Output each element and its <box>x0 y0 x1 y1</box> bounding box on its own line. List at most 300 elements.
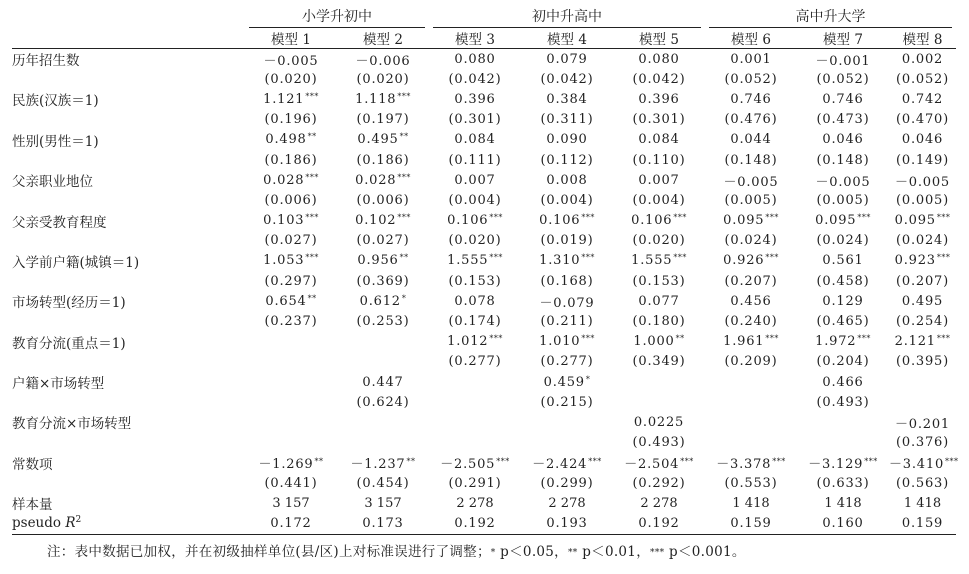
coefficient-value: －0.001 <box>815 53 871 69</box>
row-label: 父亲职业地位 <box>12 174 93 191</box>
coefficient-value: 1.121 <box>263 91 305 107</box>
coefficient-row <box>12 372 956 392</box>
standard-error-cell: (0.174) <box>448 314 502 330</box>
row-label: 常数项 <box>12 456 53 473</box>
standard-error-cell: (0.458) <box>816 273 870 289</box>
standard-error-cell: (0.470) <box>896 112 949 128</box>
coefficient-cell <box>889 89 956 109</box>
coefficient-cell <box>337 130 429 150</box>
coefficient-value: 1.961 <box>723 334 765 350</box>
standard-error-cell: (0.052) <box>816 71 870 87</box>
standard-error-cell: (0.006) <box>264 192 318 208</box>
row-label-blank <box>12 110 245 130</box>
significance-stars: *** <box>772 457 786 467</box>
model-header: 模型 2 <box>337 28 429 49</box>
coefficient-cell <box>521 130 613 150</box>
coefficient-cell <box>797 89 889 109</box>
standard-error-cell: (0.215) <box>540 394 594 410</box>
coefficient-value: 0.459 <box>543 374 585 390</box>
coefficient-value: 0.384 <box>546 91 588 107</box>
standard-error-cell: (0.052) <box>896 71 949 87</box>
coefficient-value: 0.923 <box>894 253 936 269</box>
coefficient-cell <box>613 251 705 271</box>
coefficient-value: －0.005 <box>263 53 319 69</box>
standard-error-cell: (0.292) <box>632 475 686 491</box>
significance-stars: *** <box>305 172 319 182</box>
model-header: 模型 4 <box>521 28 613 49</box>
standard-error-cell: (0.004) <box>540 192 594 208</box>
coefficient-value: 0.080 <box>454 51 496 67</box>
coefficient-value: 0.746 <box>730 91 772 107</box>
coefficient-cell <box>245 211 337 231</box>
standard-error-cell: (0.019) <box>540 233 594 249</box>
significance-stars: *** <box>945 457 959 467</box>
coefficient-value: －2.504 <box>624 457 680 473</box>
coefficient-cell <box>797 130 889 150</box>
standard-error-cell: (0.395) <box>896 354 949 370</box>
coefficient-cell <box>429 372 521 392</box>
standard-error-cell: (0.209) <box>724 354 778 370</box>
significance-stars: *** <box>397 91 411 101</box>
coefficient-row <box>12 170 956 190</box>
standard-error-cell: (0.240) <box>724 314 778 330</box>
coefficient-value: 0.077 <box>638 293 680 309</box>
standard-error-cell: (0.148) <box>816 152 870 168</box>
coefficient-row <box>12 453 956 473</box>
group-header-label: 小学升初中 <box>249 6 425 28</box>
significance-stars: ** <box>399 253 409 263</box>
significance-stars: *** <box>489 253 503 263</box>
group-header-label: 高中升大学 <box>709 6 952 28</box>
row-label: 市场转型(经历＝1) <box>12 295 126 312</box>
standard-error-row <box>12 150 956 170</box>
coefficient-cell <box>337 211 429 231</box>
coefficient-cell <box>889 251 956 271</box>
standard-error-cell: (0.237) <box>264 314 318 330</box>
coefficient-cell <box>245 291 337 311</box>
standard-error-row <box>12 190 956 210</box>
coefficient-cell <box>613 170 705 190</box>
standard-error-cell <box>337 352 429 372</box>
pseudo-r2-cell: 0.159 <box>705 513 797 534</box>
note-threshold: p＜0.001。 <box>664 544 746 560</box>
standard-error-row <box>12 271 956 291</box>
coefficient-cell <box>521 332 613 352</box>
coefficient-cell <box>245 170 337 190</box>
pseudo-r2-row <box>12 513 956 534</box>
coefficient-cell <box>429 332 521 352</box>
significance-stars: *** <box>489 334 503 344</box>
group-header-row <box>12 6 956 28</box>
coefficient-cell <box>429 170 521 190</box>
coefficient-value: 0.103 <box>263 213 305 229</box>
coefficient-value: 0.612 <box>359 293 401 309</box>
pseudo-r2-cell: 0.173 <box>337 513 429 534</box>
standard-error-cell: (0.052) <box>724 71 778 87</box>
coefficient-value: －0.005 <box>894 174 951 190</box>
row-label-blank <box>12 271 245 291</box>
row-label-blank <box>12 473 245 493</box>
significance-stars: *** <box>765 334 779 344</box>
standard-error-cell: (0.197) <box>356 112 410 128</box>
standard-error-cell: (0.301) <box>632 112 686 128</box>
coefficient-cell <box>797 332 889 352</box>
model-header: 模型 6 <box>705 28 797 49</box>
standard-error-cell: (0.020) <box>448 233 502 249</box>
coefficient-row <box>12 49 956 70</box>
significance-stars: *** <box>765 213 779 223</box>
row-label: 性别(男性＝1) <box>12 133 99 150</box>
standard-error-cell <box>797 433 889 453</box>
coefficient-value: 0.084 <box>638 132 680 148</box>
standard-error-cell: (0.291) <box>448 475 502 491</box>
coefficient-cell <box>521 49 613 70</box>
coefficient-cell <box>797 170 889 190</box>
standard-error-cell: (0.624) <box>356 394 410 410</box>
coefficient-value: 1.053 <box>263 253 305 269</box>
coefficient-cell <box>521 211 613 231</box>
significance-stars: *** <box>581 334 595 344</box>
standard-error-row <box>12 352 956 372</box>
coefficient-cell <box>797 251 889 271</box>
coefficient-value: 0.956 <box>357 253 399 269</box>
sample-size-cell: 2 278 <box>640 495 678 511</box>
coefficient-value: 0.090 <box>546 132 588 148</box>
coefficient-value: 0.008 <box>546 172 588 188</box>
coefficient-cell <box>245 251 337 271</box>
significance-stars: ** <box>399 132 409 142</box>
coefficient-cell <box>613 211 705 231</box>
coefficient-cell <box>245 412 337 432</box>
model-header: 模型 1 <box>245 28 337 49</box>
coefficient-value: 0.001 <box>730 51 772 67</box>
standard-error-cell: (0.207) <box>724 273 778 289</box>
significance-stars: *** <box>581 253 595 263</box>
group-header-blank <box>12 6 245 28</box>
pseudo-label-sup: 2 <box>75 515 82 526</box>
coefficient-value: 1.555 <box>447 253 489 269</box>
standard-error-cell: (0.277) <box>448 354 502 370</box>
significance-stars: *** <box>936 253 951 263</box>
standard-error-cell: (0.006) <box>356 192 410 208</box>
significance-stars: *** <box>936 334 951 344</box>
coefficient-row <box>12 251 956 271</box>
standard-error-cell: (0.005) <box>896 192 949 208</box>
coefficient-cell <box>797 49 889 70</box>
significance-stars: *** <box>588 457 602 467</box>
coefficient-value: 0.466 <box>822 374 864 390</box>
standard-error-row <box>12 473 956 493</box>
coefficient-value: －0.079 <box>539 295 595 311</box>
coefficient-cell <box>521 251 613 271</box>
note-prefix: 注：表中数据已加权，并在初级抽样单位(县/区)上对标准误进行了调整； <box>47 544 491 560</box>
coefficient-cell <box>337 453 429 473</box>
standard-error-cell: (0.441) <box>264 475 318 491</box>
standard-error-row <box>12 392 956 412</box>
standard-error-cell: (0.153) <box>448 273 502 289</box>
coefficient-value: 0.078 <box>454 293 496 309</box>
row-label <box>12 513 245 534</box>
note-threshold: p＜0.05， <box>495 544 568 560</box>
significance-stars: *** <box>581 213 595 223</box>
coefficient-value: －2.505 <box>440 457 496 473</box>
coefficient-cell <box>245 89 337 109</box>
significance-stars: *** <box>857 213 871 223</box>
row-label: 父亲受教育程度 <box>12 214 107 231</box>
standard-error-cell: (0.110) <box>632 152 686 168</box>
coefficient-cell <box>521 453 613 473</box>
coefficient-row <box>12 412 956 432</box>
coefficient-value: 0.396 <box>454 91 496 107</box>
coefficient-cell <box>521 412 613 432</box>
coefficient-cell <box>337 372 429 392</box>
coefficient-cell <box>705 170 797 190</box>
coefficient-value: 0.079 <box>546 51 588 67</box>
row-label-blank <box>12 69 245 89</box>
significance-stars: *** <box>397 172 411 182</box>
significance-stars: *** <box>936 213 951 223</box>
standard-error-cell: (0.027) <box>264 233 318 249</box>
row-label: 教育分流(重点＝1) <box>12 335 126 352</box>
coefficient-value: 0.106 <box>539 213 581 229</box>
standard-error-cell: (0.277) <box>540 354 594 370</box>
coefficient-cell <box>429 211 521 231</box>
coefficient-cell <box>337 332 429 352</box>
standard-error-cell: (0.020) <box>356 71 410 87</box>
row-label: 入学前户籍(城镇＝1) <box>12 254 140 271</box>
significance-stars: *** <box>673 213 687 223</box>
significance-stars: *** <box>673 253 687 263</box>
standard-error-cell <box>521 433 613 453</box>
standard-error-cell <box>889 392 956 412</box>
coefficient-value: 1.118 <box>355 91 397 107</box>
coefficient-cell <box>797 372 889 392</box>
coefficient-cell <box>613 372 705 392</box>
coefficient-cell <box>337 291 429 311</box>
coefficient-value: 0.028 <box>263 172 305 188</box>
group-header <box>429 6 705 28</box>
note-threshold: p＜0.01， <box>577 544 651 560</box>
coefficient-value: 0.495 <box>357 132 399 148</box>
regression-table <box>12 6 959 535</box>
row-label: 教育分流×市场转型 <box>12 416 132 433</box>
standard-error-cell <box>705 433 797 453</box>
standard-error-cell: (0.633) <box>816 475 870 491</box>
pseudo-label-prefix: pseudo <box>12 515 66 532</box>
note-significance-legend <box>491 544 746 560</box>
coefficient-cell <box>797 211 889 231</box>
coefficient-value: －1.269 <box>258 457 314 473</box>
coefficient-cell <box>429 291 521 311</box>
coefficient-value: 0.742 <box>901 91 944 107</box>
sample-size-cell: 1 418 <box>824 495 862 511</box>
significance-stars: *** <box>765 253 779 263</box>
coefficient-cell <box>705 453 797 473</box>
pseudo-r2-cell: 0.172 <box>245 513 337 534</box>
coefficient-cell <box>337 251 429 271</box>
coefficient-cell <box>705 291 797 311</box>
model-header: 模型 5 <box>613 28 705 49</box>
coefficient-value: 0.095 <box>894 213 936 229</box>
coefficient-cell <box>705 412 797 432</box>
coefficient-value: －0.005 <box>723 174 779 190</box>
standard-error-row <box>12 433 956 453</box>
significance-stars: *** <box>397 213 411 223</box>
significance-stars: * <box>401 293 407 303</box>
standard-error-cell: (0.207) <box>896 273 949 289</box>
standard-error-cell: (0.211) <box>540 314 594 330</box>
coefficient-cell <box>613 453 705 473</box>
model-header: 模型 8 <box>889 28 956 49</box>
coefficient-cell <box>613 332 705 352</box>
coefficient-value: 0.102 <box>355 213 397 229</box>
standard-error-cell: (0.111) <box>448 152 502 168</box>
standard-error-cell <box>613 392 705 412</box>
standard-error-cell: (0.020) <box>632 233 686 249</box>
pseudo-r2-cell: 0.193 <box>521 513 613 534</box>
coefficient-cell <box>521 291 613 311</box>
standard-error-cell: (0.254) <box>896 314 949 330</box>
coefficient-cell <box>705 251 797 271</box>
coefficient-cell <box>429 130 521 150</box>
model-header-row <box>12 28 956 49</box>
coefficient-cell <box>705 49 797 70</box>
coefficient-cell <box>889 372 956 392</box>
standard-error-cell: (0.186) <box>264 152 318 168</box>
row-label-blank <box>12 352 245 372</box>
standard-error-cell: (0.004) <box>632 192 686 208</box>
coefficient-row <box>12 332 956 352</box>
standard-error-cell: (0.042) <box>632 71 686 87</box>
coefficient-value: 0.080 <box>638 51 680 67</box>
coefficient-value: 0.654 <box>265 293 307 309</box>
model-header: 模型 3 <box>429 28 521 49</box>
standard-error-cell <box>429 433 521 453</box>
coefficient-value: 0.561 <box>822 253 864 269</box>
standard-error-cell: (0.349) <box>632 354 686 370</box>
standard-error-cell: (0.112) <box>540 152 594 168</box>
standard-error-cell: (0.005) <box>816 192 870 208</box>
coefficient-cell <box>245 332 337 352</box>
note-stars: ** <box>568 548 578 558</box>
standard-error-cell: (0.020) <box>264 71 318 87</box>
coefficient-value: 0.926 <box>723 253 765 269</box>
significance-stars: *** <box>496 457 510 467</box>
standard-error-cell: (0.563) <box>896 475 949 491</box>
coefficient-cell <box>889 412 956 432</box>
pseudo-label-var: R <box>65 515 76 532</box>
coefficient-value: 0.095 <box>815 213 857 229</box>
coefficient-value: 0.129 <box>822 293 864 309</box>
model-header: 模型 7 <box>797 28 889 49</box>
coefficient-cell <box>705 332 797 352</box>
standard-error-cell: (0.024) <box>724 233 778 249</box>
model-header-blank <box>12 28 245 49</box>
coefficient-value: 0.046 <box>822 132 864 148</box>
standard-error-cell <box>245 392 337 412</box>
standard-error-cell <box>429 392 521 412</box>
coefficient-value: 0.0225 <box>633 414 685 430</box>
standard-error-cell <box>705 392 797 412</box>
standard-error-cell: (0.473) <box>816 112 870 128</box>
standard-error-cell: (0.005) <box>724 192 778 208</box>
standard-error-cell: (0.465) <box>816 314 870 330</box>
coefficient-value: 0.002 <box>901 51 944 67</box>
coefficient-cell <box>705 130 797 150</box>
coefficient-cell <box>613 89 705 109</box>
standard-error-cell: (0.476) <box>724 112 778 128</box>
standard-error-cell: (0.024) <box>816 233 870 249</box>
row-label-blank <box>12 190 245 210</box>
coefficient-cell <box>613 130 705 150</box>
standard-error-cell: (0.493) <box>632 435 686 451</box>
row-label-blank <box>12 311 245 331</box>
coefficient-cell <box>429 453 521 473</box>
coefficient-value: 0.456 <box>730 293 772 309</box>
coefficient-cell <box>889 453 959 473</box>
sample-size-cell: 1 418 <box>903 495 942 511</box>
sample-size-cell: 3 157 <box>364 495 402 511</box>
row-label-blank <box>12 392 245 412</box>
standard-error-cell: (0.454) <box>356 475 410 491</box>
coefficient-value: 0.498 <box>265 132 307 148</box>
coefficient-cell <box>705 89 797 109</box>
coefficient-value: 0.007 <box>638 172 680 188</box>
table-body <box>12 49 959 535</box>
standard-error-cell: (0.369) <box>356 273 410 289</box>
standard-error-cell: (0.204) <box>816 354 870 370</box>
coefficient-value: 0.046 <box>901 132 944 148</box>
sample-size-cell: 2 278 <box>548 495 586 511</box>
coefficient-cell <box>889 49 956 70</box>
coefficient-value: 0.495 <box>901 293 944 309</box>
significance-stars: *** <box>305 253 319 263</box>
standard-error-cell: (0.253) <box>356 314 410 330</box>
row-label: 户籍×市场转型 <box>12 376 105 393</box>
standard-error-cell: (0.148) <box>724 152 778 168</box>
standard-error-cell: (0.180) <box>632 314 686 330</box>
pseudo-r2-cell: 0.160 <box>797 513 889 534</box>
standard-error-cell: (0.376) <box>896 435 949 451</box>
coefficient-cell <box>337 170 429 190</box>
group-header-label: 初中升高中 <box>433 6 701 28</box>
coefficient-value: 0.396 <box>638 91 680 107</box>
coefficient-cell <box>797 291 889 311</box>
coefficient-row <box>12 89 956 109</box>
significance-stars: *** <box>680 457 694 467</box>
coefficient-cell <box>797 453 889 473</box>
table-note <box>47 540 746 560</box>
note-stars: * <box>490 548 496 558</box>
coefficient-value: －3.378 <box>716 457 772 473</box>
significance-stars: ** <box>307 293 317 303</box>
coefficient-cell <box>889 170 956 190</box>
significance-stars: *** <box>305 91 319 101</box>
coefficient-value: 1.555 <box>631 253 673 269</box>
significance-stars: *** <box>857 334 871 344</box>
coefficient-cell <box>613 49 705 70</box>
sample-size-cell: 1 418 <box>732 495 770 511</box>
standard-error-cell: (0.168) <box>540 273 594 289</box>
coefficient-cell <box>429 412 521 432</box>
standard-error-row <box>12 311 956 331</box>
coefficient-value: 1.010 <box>539 334 581 350</box>
coefficient-cell <box>245 372 337 392</box>
significance-stars: *** <box>305 213 319 223</box>
significance-stars: * <box>585 374 591 384</box>
standard-error-cell <box>245 433 337 453</box>
coefficient-value: －2.424 <box>532 457 588 473</box>
